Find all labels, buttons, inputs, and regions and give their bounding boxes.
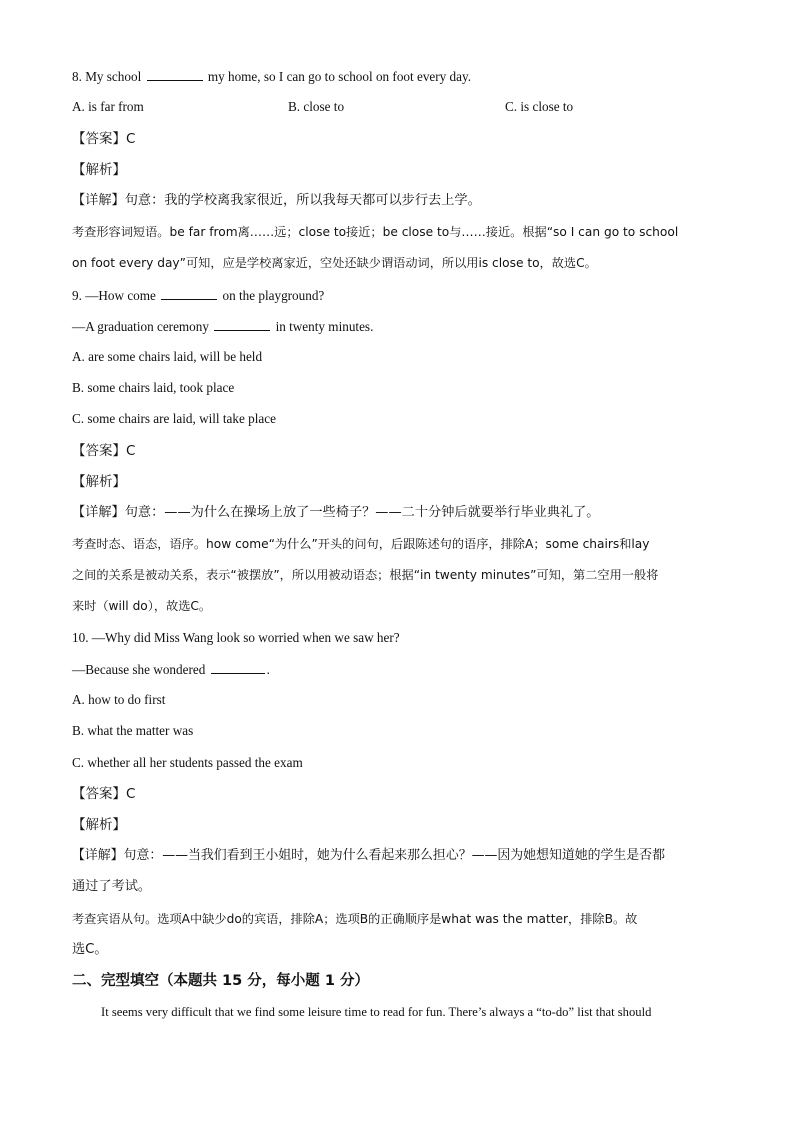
q10-analysis-label: 【解析】 bbox=[72, 817, 126, 833]
q9-option-a: A. are some chairs laid, will be held bbox=[72, 349, 263, 364]
q10-stem2-start: —Because she wondered bbox=[72, 662, 206, 677]
q8-option-b: B. close to bbox=[288, 99, 345, 114]
q8-detail: 【详解】句意：我的学校离我家很近，所以我每天都可以步行去上学。 bbox=[72, 193, 481, 208]
q8-option-a: A. is far from bbox=[72, 99, 144, 114]
q10-option-a: A. how to do first bbox=[72, 692, 166, 707]
q10-option-c: C. whether all her students passed the exam bbox=[72, 755, 303, 770]
q9-option-b: B. some chairs laid, took place bbox=[72, 380, 235, 395]
q10-stem-line2 bbox=[72, 660, 270, 679]
q9-stem-line2 bbox=[72, 317, 373, 336]
q10-explanation-line2: 选C。 bbox=[72, 942, 108, 957]
q9-stem1-end: on the playground? bbox=[222, 288, 325, 303]
q8-option-c: C. is close to bbox=[505, 99, 574, 114]
section-heading: 二、完型填空（本题共 15 分，每小题 1 分） bbox=[72, 973, 369, 989]
q10-option-b: B. what the matter was bbox=[72, 723, 194, 738]
q9-option-c: C. some chairs are laid, will take place bbox=[72, 411, 276, 426]
q8-stem-start: 8. My school bbox=[72, 69, 142, 84]
q9-explanation-line3: 来时（will do），故选C。 bbox=[72, 599, 212, 613]
q10-detail-line1: 【详解】句意：——当我们看到王小姐时，她为什么看起来那么担心？——因为她想知道她的学生是否都 bbox=[72, 848, 665, 863]
q8-explanation-line1: 考查形容词短语。be far from离……远；close to接近；be close to与……接近。根据“so I can go to school bbox=[72, 225, 679, 239]
q10-stem-line1: 10. —Why did Miss Wang look so worried when we saw her? bbox=[72, 630, 400, 645]
q10-answer: 【答案】C bbox=[72, 786, 136, 802]
q10-explanation-line1: 考查宾语从句。选项A中缺少do的宾语，排除A；选项B的正确顺序是what was the matter，排除B。故 bbox=[72, 912, 638, 926]
q9-detail: 【详解】句意：——为什么在操场上放了一些椅子？——二十分钟后就要举行毕业典礼了。 bbox=[72, 505, 600, 520]
q9-blank-1 bbox=[161, 286, 217, 300]
q10-blank bbox=[211, 660, 265, 674]
q9-explanation-line2: 之间的关系是被动关系，表示“被摆放”，所以用被动语态；根据“in twenty minutes”可知，第二空用一般将 bbox=[72, 568, 659, 582]
q8-stem-end: my home, so I can go to school on foot every day. bbox=[207, 69, 472, 84]
q9-stem1-start: 9. —How come bbox=[72, 288, 156, 303]
q9-explanation-line1: 考查时态、语态，语序。how come“为什么”开头的问句，后跟陈述句的语序，排除A；some chairs和lay bbox=[72, 537, 650, 551]
q8-blank bbox=[147, 67, 203, 81]
q9-analysis-label: 【解析】 bbox=[72, 474, 126, 490]
q9-stem2-start: —A graduation ceremony bbox=[72, 319, 209, 334]
q10-stem2-end: . bbox=[266, 662, 270, 677]
q8-explanation-line2: on foot every day”可知，应是学校离家近，空处还缺少谓语动词，所以用is close to，故选C。 bbox=[72, 256, 597, 270]
q8-answer: 【答案】C bbox=[72, 131, 136, 147]
q10-detail-line2: 通过了考试。 bbox=[72, 879, 152, 894]
q9-blank-2 bbox=[214, 317, 270, 331]
q9-stem2-end: in twenty minutes. bbox=[275, 319, 374, 334]
q9-stem-line1 bbox=[72, 286, 324, 305]
q8-stem bbox=[72, 67, 471, 86]
q8-analysis-label: 【解析】 bbox=[72, 162, 126, 178]
passage-first-line: It seems very difficult that we find some leisure time to read for fun. There’s always a “to-do” list that should bbox=[101, 1005, 652, 1019]
q9-answer: 【答案】C bbox=[72, 443, 136, 459]
